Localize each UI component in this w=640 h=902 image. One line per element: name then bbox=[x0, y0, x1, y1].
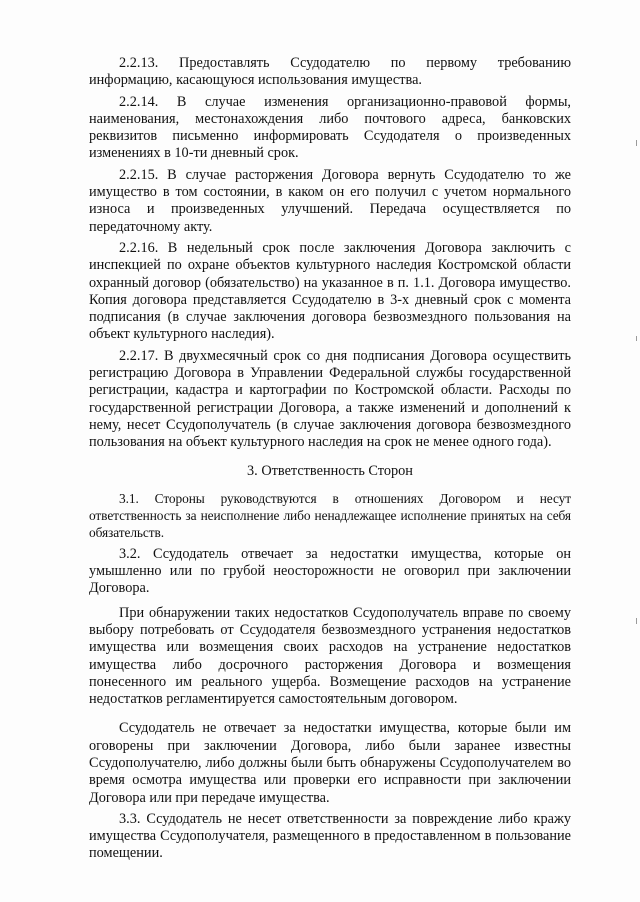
clause-3-3: 3.3. Ссудодатель не несет ответственности за повреждение либо кражу имущества Ссудополучателя, размещенного в предоставленном в пользование помещении. bbox=[89, 810, 571, 862]
clause-2-2-15: 2.2.15. В случае расторжения Договора вернуть Ссудодателю то же имущество в том состоянии, в каком он его получил с учетом нормального износа и произведенных улучшений. Передача осуществляется по передаточному акту. bbox=[89, 166, 571, 235]
clause-3-1: 3.1. Стороны руководствуются в отношениях Договором и несут ответственность за неисполнение либо ненадлежащее исполнение принятых на себя обязательств. bbox=[89, 490, 571, 541]
clause-2-2-16: 2.2.16. В недельный срок после заключения Договора заключить с инспекцией по охране объектов культурного наследия Костромской области охранный договор (обязательство) на указанное в п. 1.1. Договора имущество. Копия договора представляется Ссудодателю в 3-х дневный срок с момента подписания (в случае заключения договора безвозмездного пользования на объект культурного наследия). bbox=[89, 239, 571, 343]
clause-2-2-17: 2.2.17. В двухмесячный срок со дня подписания Договора осуществить регистрацию Договора в Управлении Федеральной службы государственной регистрации, кадастра и картографии по Костромской области. Расходы по государственной регистрации Договора, а также изменений и дополнений к нему, несет Ссудополучатель (в случае заключения договора безвозмездного пользования на объект культурного наследия на срок не менее одного года). bbox=[89, 347, 571, 451]
clause-2-2-13: 2.2.13. Предоставлять Ссудодателю по первому требованию информацию, касающуюся использования имущества. bbox=[89, 55, 571, 89]
clause-3-2: 3.2. Ссудодатель отвечает за недостатки имущества, которые он умышленно или по грубой неосторожности не оговорил при заключении Договора. bbox=[89, 545, 571, 597]
scan-edge-mark bbox=[636, 618, 637, 624]
clause-2-2-14: 2.2.14. В случае изменения организационно-правовой формы, наименования, местонахождения либо почтового адреса, банковских реквизитов письменно информировать Ссудодателя о произведенных изменениях в 10-ти дневный срок. bbox=[89, 93, 571, 162]
clause-3-2-defects: При обнаружении таких недостатков Ссудополучатель вправе по своему выбору потребовать от Ссудодателя безвозмездного устранения недостатков имущества или возмещения своих расходов на устранение недостатков имущества либо досрочного расторжения Договора и возмещения понесенного им реального ущерба. Возмещение расходов на устранение недостатков регламентируется самостоятельным договором. bbox=[89, 604, 571, 708]
document-body bbox=[89, 55, 571, 863]
section-heading-responsibility: 3. Ответственность Сторон bbox=[247, 462, 413, 479]
scan-edge-mark bbox=[636, 336, 637, 341]
scan-edge-mark bbox=[636, 140, 637, 146]
clause-3-2-exclusions: Ссудодатель не отвечает за недостатки имущества, которые были им оговорены при заключении Договора, либо были заранее известны Ссудополучателю, либо должны были быть обнаружены Ссудополучателем во время осмотра имущества или проверки его исправности при заключении Договора или при передаче имущества. bbox=[89, 720, 571, 806]
